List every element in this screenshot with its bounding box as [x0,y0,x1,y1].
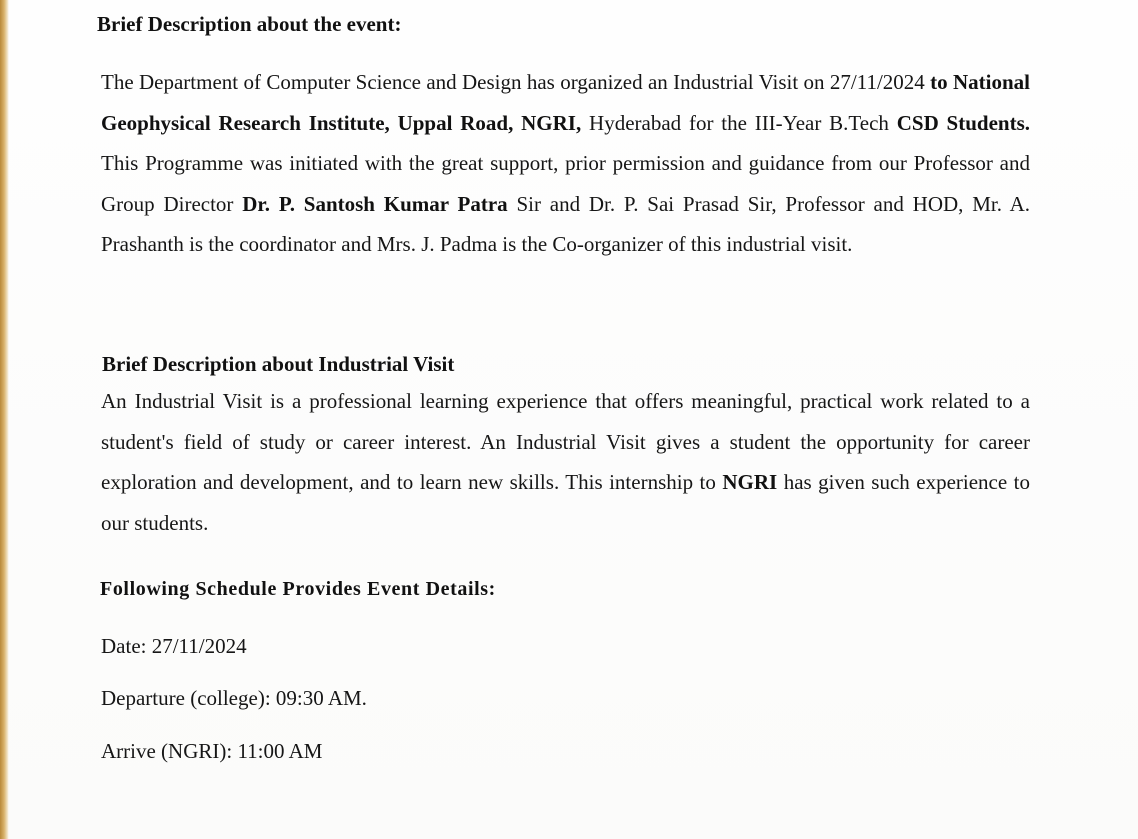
bold-text-run: Dr. P. Santosh Kumar Patra [242,191,508,216]
page-edge [0,0,9,839]
text-run: The Department of Computer Science and Design has organized an Industrial Visit on 27/11/2024 [101,70,931,94]
event-description-heading: Brief Description about the event: [97,12,402,36]
industrial-visit-paragraph [101,381,1030,543]
bold-text-run: CSD Students. [896,110,1030,135]
bold-text-run: NGRI [722,470,778,494]
text-run: An Industrial Visit is a professional learning experience that offers meaningful, practical work related to a student's field of study or career interest. An Industrial Visit gives a student the opportunity for career exploration and development, and to learn new skills. This internship to [101,389,1030,494]
text-run: has given such experience to our students. [101,470,1030,535]
industrial-visit-heading: Brief Description about Industrial Visit [102,352,455,376]
text-run: This Programme was initiated with the great support, prior permission and guidance from our Professor and Group Director [101,151,1030,216]
event-description-paragraph [101,62,1030,265]
schedule-departure: Departure (college): 09:30 AM. [101,686,367,710]
text-run: Hyderabad for the III-Year B.Tech [581,110,897,135]
schedule-date: Date: 27/11/2024 [101,634,247,658]
text-run: Sir and Dr. P. Sai Prasad Sir, Professor and HOD, Mr. A. Prashanth is the coordinator and Mrs. J. Padma is the Co-organizer of this industrial visit. [101,191,1030,256]
schedule-arrival: Arrive (NGRI): 11:00 AM [101,739,323,763]
bold-text-run: to National Geophysical Research Institute, Uppal Road, NGRI, [101,70,1030,135]
schedule-heading: Following Schedule Provides Event Details: [100,578,496,600]
